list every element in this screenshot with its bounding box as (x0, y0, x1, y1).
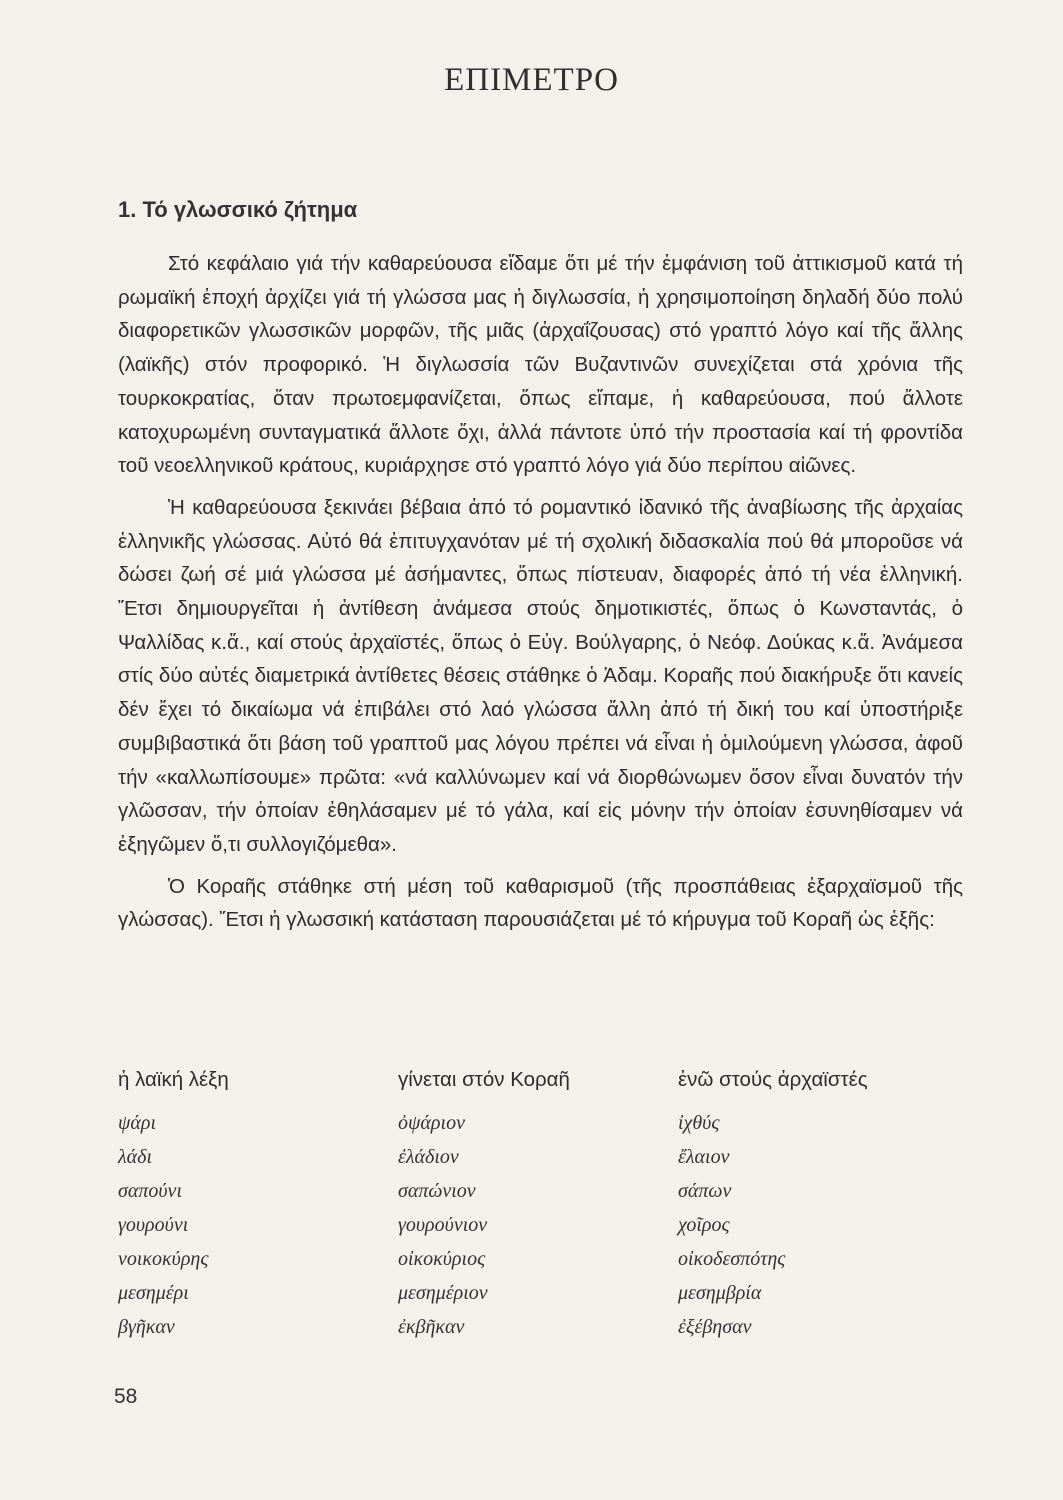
table-cell: οἰκοκύριος (398, 1248, 486, 1270)
table-row (118, 1282, 963, 1316)
table-cell: ἔλαιον (678, 1146, 730, 1168)
table-cell: λάδι (118, 1146, 153, 1168)
table-cell: ἐξέβησαν (678, 1316, 752, 1338)
section-heading: 1. Τό γλωσσικό ζήτημα (118, 197, 358, 222)
table-cell: ψάρι (118, 1112, 157, 1134)
paragraph: Ὁ Κοραῆς στάθηκε στή μέση τοῦ καθαρισμοῦ (τῆς προσπάθειας ἐξαρχαϊσμοῦ τῆς γλώσσας). Ἔτσι ἡ γλωσσική κατάσταση παρουσιάζεται μέ τό κήρυγμα τοῦ Κοραῆ ὡς ἑξῆς: (118, 874, 963, 932)
table-cell: σαπώνιον (398, 1180, 476, 1202)
table-row (118, 1112, 963, 1146)
table-cell: ὀψάριον (398, 1112, 465, 1134)
paragraph: Ἡ καθαρεύουσα ξεκινάει βέβαια ἀπό τό ρομαντικό ἰδανικό τῆς ἀναβίωσης τῆς ἀρχαίας ἑλληνικῆς γλώσσας. Αὐτό θά ἐπιτυγχανόταν μέ τή σχολική διδασκαλία πού θά μποροῦσε νά δώσει ζωή σέ μιά γλώσσα μέ ἀσήμαντες, ὅπως πίστευαν, διαφορές ἀπό τή νέα ἑλληνική. Ἔτσι δημιουργεῖται ἡ ἀντίθεση ἀνάμεσα στούς δημοτικιστές, ὅπως ὁ Κωνσταντάς, ὁ Ψαλλίδας κ.ἄ., καί στούς ἀρχαϊστές, ὅπως ὁ Εὐγ. Βούλγαρης, ὁ Νεόφ. Δούκας κ.ἄ. Ἀνάμεσα στίς δύο αὐτές διαμετρικά ἀντίθετες θέσεις στάθηκε ὁ Ἀδαμ. Κοραῆς πού διακήρυξε ὅτι κανείς δέν ἔχει τό δικαίωμα νά ἐπιβάλει στό λαό γλώσσα ἄλλη ἀπό τή δική του καί ὑποστήριξε συμβιβαστικά ὅτι βάση τοῦ γραπτοῦ μας λόγου πρέπει νά εἶναι ἡ ὁμιλούμενη γλώσσα, ἀφοῦ τήν «καλλωπίσουμε» πρῶτα: «νά καλλύνωμεν καί νά διορθώνωμεν ὅσον εἶναι δυνατόν τήν γλῶσσαν, τήν ὁποίαν ἐθηλάσαμεν μέ τό γάλα, καί εἰς μόνην τήν ὁποίαν ἐσυνηθίσαμεν νά ἐξηγῶμεν ὅ,τι συλλογιζόμεθα». (118, 495, 963, 856)
table-cell: γουρούνι (118, 1214, 189, 1236)
page-number: 58 (114, 1385, 138, 1408)
table-cell: μεσημβρία (678, 1282, 762, 1304)
table-cell: γουρούνιον (398, 1214, 488, 1236)
table-row (118, 1214, 963, 1248)
paragraph: Στό κεφάλαιο γιά τήν καθαρεύουσα εἴδαμε ὅτι μέ τήν ἐμφάνιση τοῦ ἀττικισμοῦ κατά τή ρωμαϊκή ἐποχή ἀρχίζει γιά τή γλώσσα μας ἡ διγλωσσία, ἡ χρησιμοποίηση δηλαδή δύο πολύ διαφορετικῶν γλωσσικῶν μορφῶν, τῆς μιᾶς (ἀρχαΐζουσας) στό γραπτό λόγο καί τῆς ἄλλης (λαϊκῆς) στόν προφορικό. Ἡ διγλωσσία τῶν Βυζαντινῶν συνεχίζεται στά χρόνια τῆς τουρκοκρατίας, ὅταν πρωτοεμφανίζεται, ὅπως εἴπαμε, ἡ καθαρεύουσα, πού ἄλλοτε κατοχυρωμένη συνταγματικά ἄλλοτε ὄχι, ἀλλά πάντοτε ὑπό τήν προστασία καί τή φροντίδα τοῦ νεοελληνικοῦ κράτους, κυριάρχησε στό γραπτό λόγο γιά δύο περίπου αἰῶνες. (118, 252, 963, 478)
table-header-row (118, 1068, 963, 1112)
table-cell: ἐκβῆκαν (398, 1316, 465, 1338)
table-cell: ἐλάδιον (398, 1146, 459, 1168)
body-text (118, 247, 963, 937)
table-cell: οἰκοδεσπότης (678, 1248, 786, 1270)
table-cell: βγῆκαν (118, 1316, 175, 1338)
page-title: ΕΠΙΜΕΤΡΟ (444, 62, 619, 98)
table-cell: μεσημέρι (118, 1282, 189, 1304)
table-cell: σάπων (678, 1180, 732, 1202)
column-header-korais: γίνεται στόν Κοραῆ (398, 1068, 570, 1091)
table-cell: νοικοκύρης (118, 1248, 209, 1270)
table-row (118, 1180, 963, 1214)
word-comparison-table (118, 1068, 963, 1350)
table-row (118, 1316, 963, 1350)
column-header-archaists: ἐνῶ στούς ἀρχαϊστές (678, 1068, 868, 1091)
table-row (118, 1248, 963, 1282)
table-cell: ἰχθύς (678, 1112, 720, 1134)
column-header-folk-word: ἡ λαϊκή λέξη (118, 1068, 229, 1091)
table-cell: μεσημέριον (398, 1282, 488, 1304)
table-cell: σαπούνι (118, 1180, 182, 1202)
table-row (118, 1146, 963, 1180)
table-cell: χοῖρος (678, 1214, 730, 1236)
